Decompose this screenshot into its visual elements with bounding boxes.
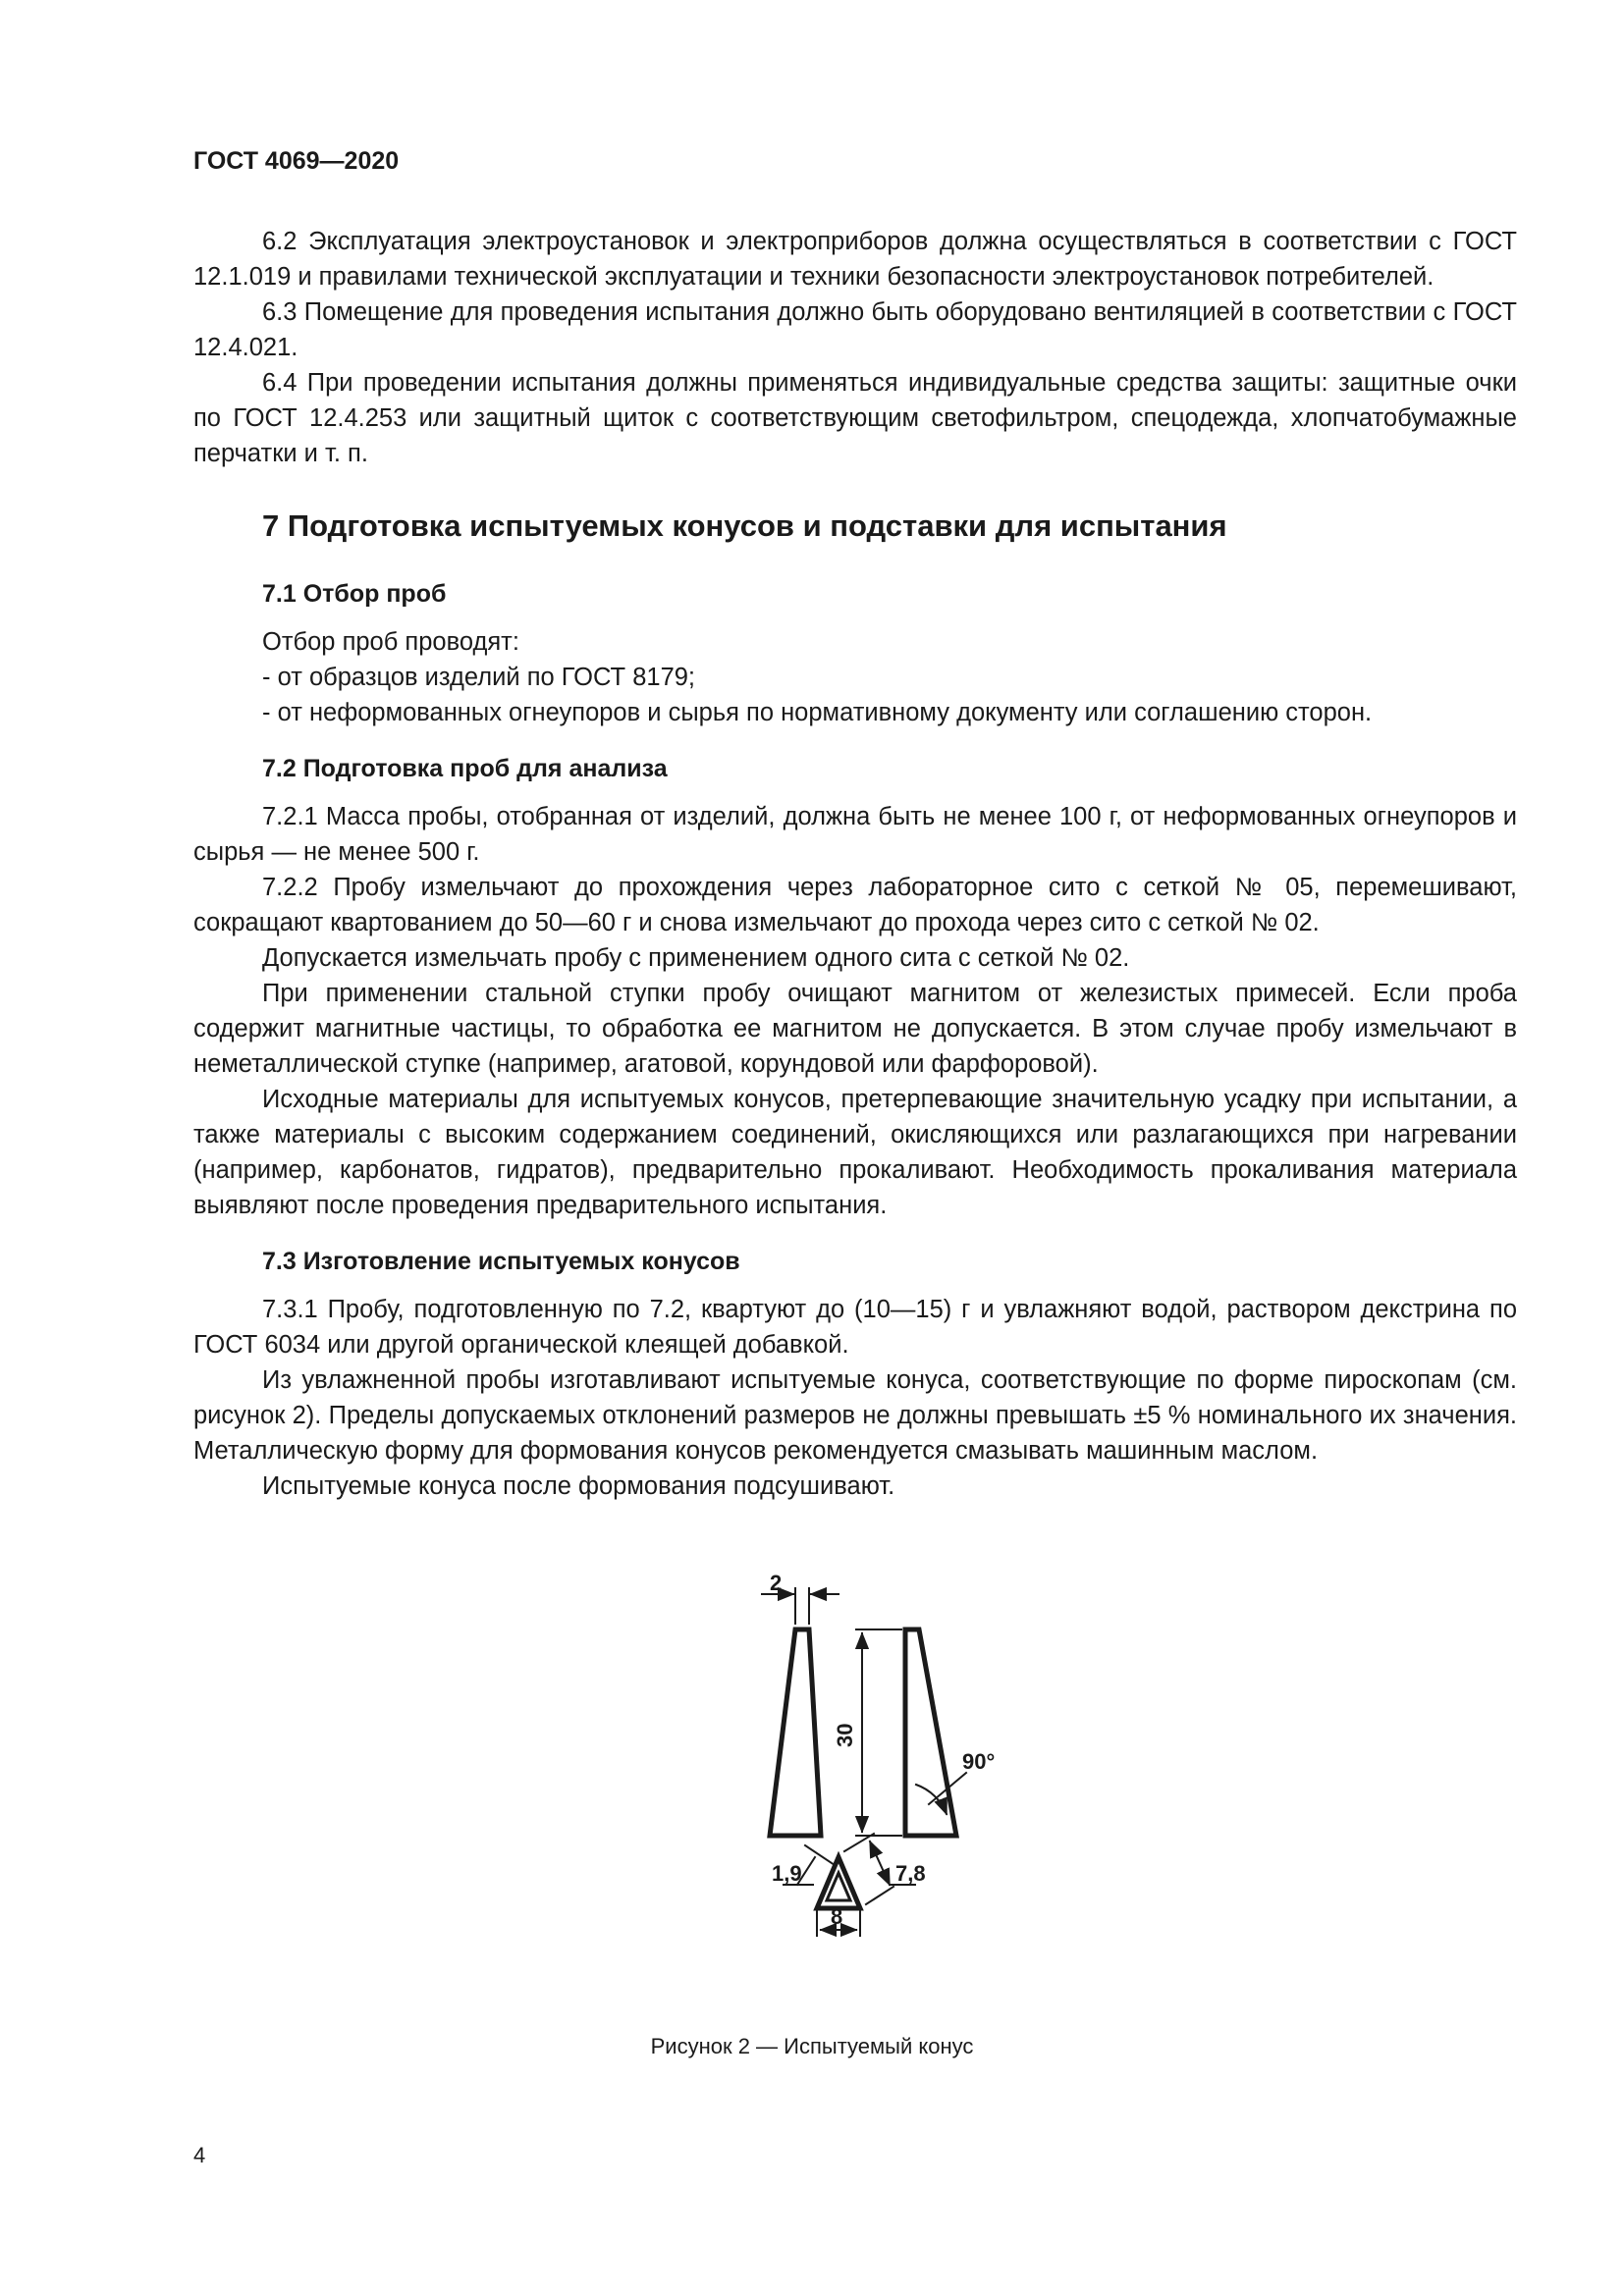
paragraph-7-2-2: 7.2.2 Пробу измельчают до прохождения через лабораторное сито с сеткой № 05, перемешивают, сокращают квартованием до 50—60 г и снова измельчают до прохода через сито с сеткой № 02. xyxy=(193,874,1517,936)
document-body xyxy=(193,224,1517,1504)
paragraph-7-1-lead: Отбор проб проводят: xyxy=(262,628,519,656)
dim-angle-label: 90° xyxy=(962,1749,996,1774)
paragraph-7-2-calcination: Исходные материалы для испытуемых конусов, претерпевающие значительную усадку при испытании, а также материалы с высоким содержанием соединений, окисляющихся или разлагающихся при нагревании (например, карбонатов, гидратов), предварительно прокаливают. Необходимость прокаливания материала выявляют после проведения предварительного испытания. xyxy=(193,1086,1517,1219)
list-item: - от образцов изделий по ГОСТ 8179; xyxy=(262,664,696,691)
dim-corner-label: 1,9 xyxy=(772,1861,802,1886)
dim-height-label: 30 xyxy=(833,1723,857,1747)
paragraph-7-3-1: 7.3.1 Пробу, подготовленную по 7.2, квартуют до (10—15) г и увлажняют водой, раствором декстрина по ГОСТ 6034 или другой органической клеящей добавкой. xyxy=(193,1296,1517,1359)
paragraph-6-4: 6.4 При проведении испытания должны применяться индивидуальные средства защиты: защитные очки по ГОСТ 12.4.253 или защитный щиток с соответствующим светофильтром, спецодежда, хлопчатобумажные перчатки и т. п. xyxy=(193,369,1517,467)
figure-caption: Рисунок 2 — Испытуемый конус xyxy=(650,2034,974,2058)
paragraph-7-2-magnet: При применении стальной ступки пробу очищают магнитом от железистых примесей. Если проба содержит магнитные частицы, то обработка ее магнитом не допускается. В этом случае пробу измельчают в неметаллической ступке (например, агатовой, корундовой или фарфоровой). xyxy=(193,980,1517,1078)
cone-front-view xyxy=(770,1629,821,1836)
paragraph-7-3-dry: Испытуемые конуса после формования подсушивают. xyxy=(262,1472,895,1500)
paragraph-7-3-form: Из увлажненной пробы изготавливают испытуемые конуса, соответствующие по форме пироскопам (см. рисунок 2). Пределы допускаемых отклонений размеров не должны превышать ±5 % номинального их значения. Металлическую форму для формования конусов рекомендуется смазывать машинным маслом. xyxy=(193,1366,1517,1465)
paragraph-6-3: 6.3 Помещение для проведения испытания должно быть оборудовано вентиляцией в соответствии с ГОСТ 12.4.021. xyxy=(193,298,1517,361)
subsection-7-1-heading: 7.1 Отбор проб xyxy=(262,580,447,608)
cone-side-view xyxy=(905,1629,956,1836)
dim-top-width-label: 2 xyxy=(770,1571,783,1595)
paragraph-7-2-allowed: Допускается измельчать пробу с применением одного сита с сеткой № 02. xyxy=(262,944,1130,972)
cone-drawing xyxy=(687,1551,1041,2002)
list-item: - от неформованных огнеупоров и сырья по нормативному документу или соглашению сторон. xyxy=(262,699,1373,726)
page-number: 4 xyxy=(193,2143,206,2167)
document-header: ГОСТ 4069—2020 xyxy=(193,147,400,175)
dim-base-label: 8 xyxy=(831,1904,843,1929)
section-7-heading: 7 Подготовка испытуемых конусов и подставки для испытания xyxy=(262,508,1227,543)
subsection-7-2-heading: 7.2 Подготовка проб для анализа xyxy=(262,755,668,782)
dim-side-label: 7,8 xyxy=(895,1861,926,1886)
subsection-7-3-heading: 7.3 Изготовление испытуемых конусов xyxy=(262,1248,740,1275)
paragraph-6-2: 6.2 Эксплуатация электроустановок и электроприборов должна осуществляться в соответствии с ГОСТ 12.1.019 и правилами технической эксплуатации и техники безопасности электроустановок потребителей. xyxy=(193,228,1517,291)
paragraph-7-2-1: 7.2.1 Масса пробы, отобранная от изделий, должна быть не менее 100 г, от неформованных огнеупоров и сырья — не менее 500 г. xyxy=(193,803,1517,866)
